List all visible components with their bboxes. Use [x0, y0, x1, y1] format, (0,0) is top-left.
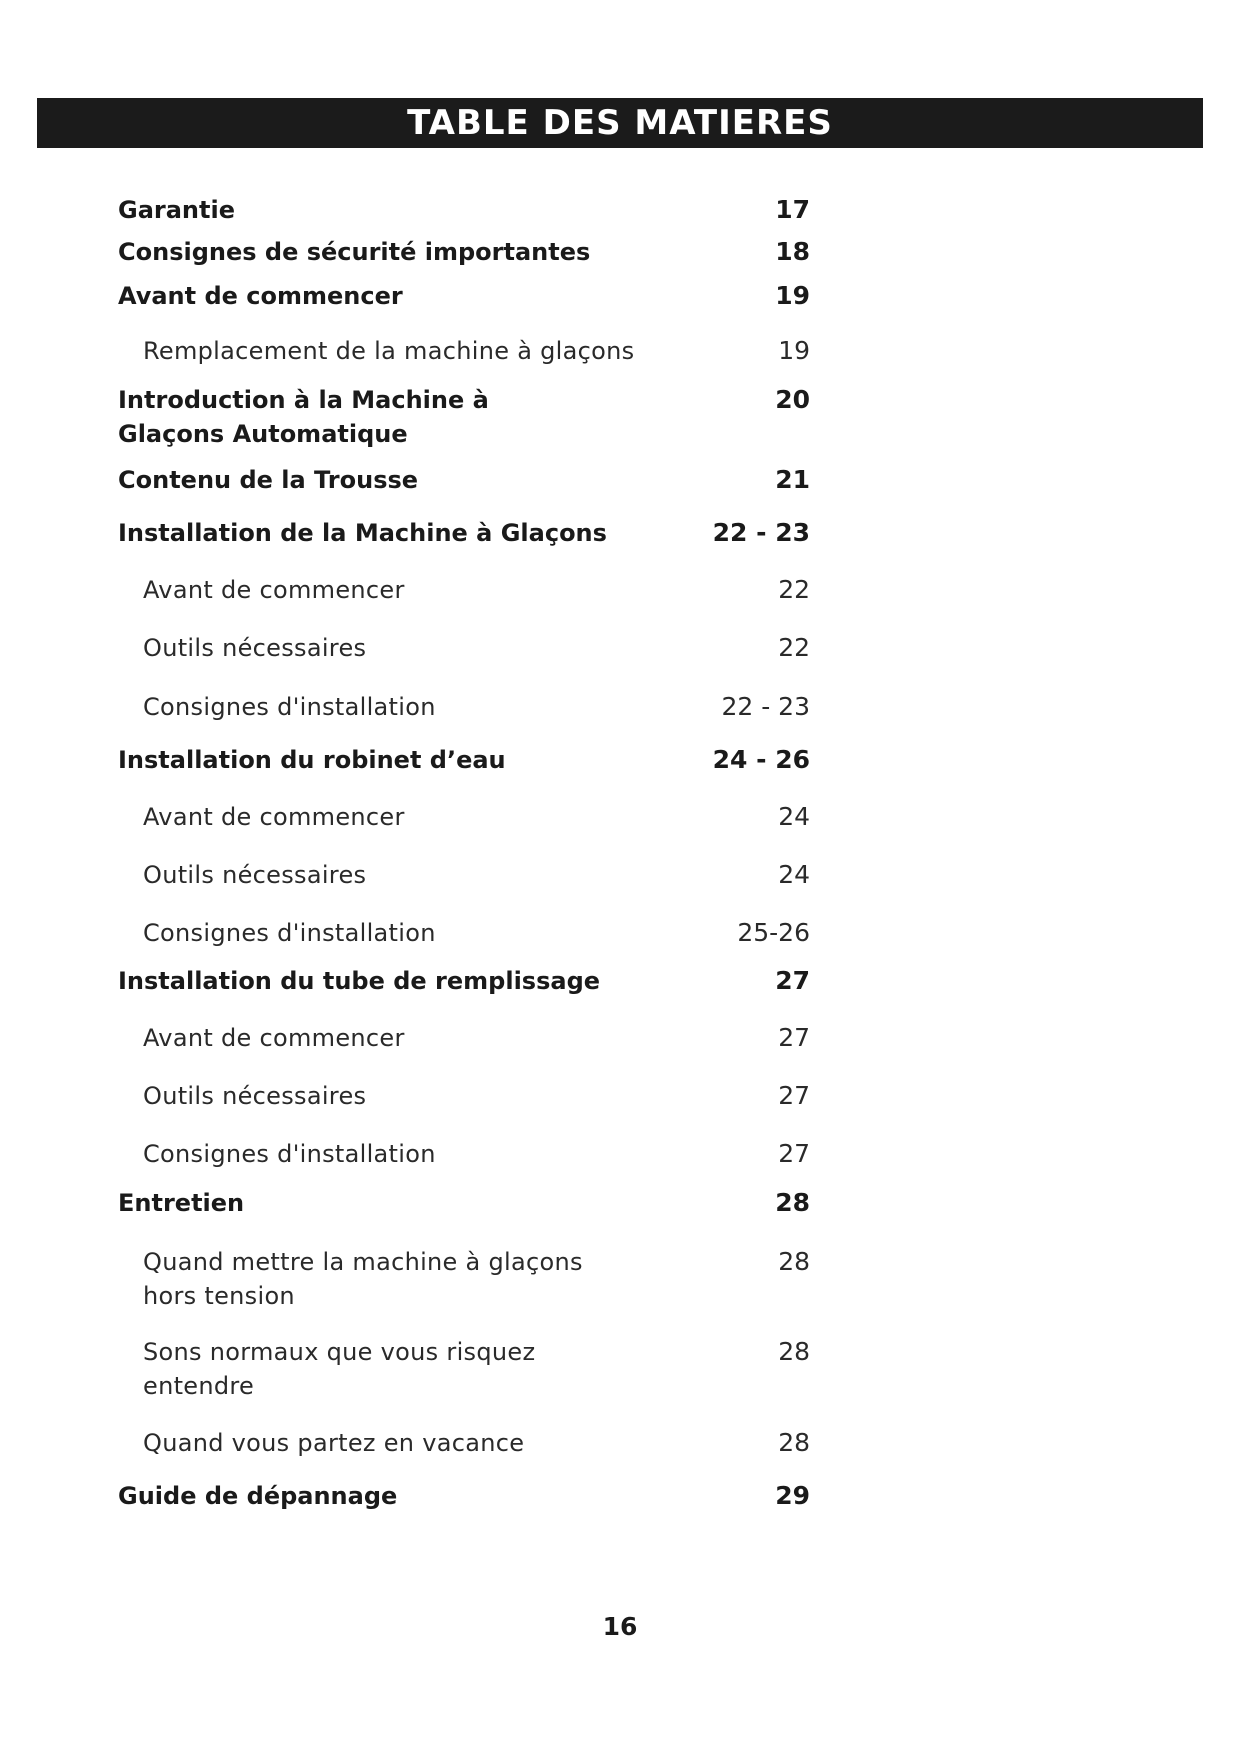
toc-entry-page: 24 — [778, 860, 810, 889]
toc-entry-label: Avant de commencer — [143, 576, 405, 604]
page-number: 16 — [602, 1612, 638, 1641]
page-title: TABLE DES MATIERES — [37, 98, 1203, 148]
toc-entry-label: Consignes d'installation — [143, 693, 436, 721]
toc-entry-label: Consignes d'installation — [143, 1140, 436, 1168]
toc-entry-page: 21 — [775, 465, 810, 494]
toc-entry-label: Outils nécessaires — [143, 1082, 367, 1110]
toc-entry-label: Installation du tube de remplissage — [118, 967, 601, 995]
toc-entry-page: 25-26 — [737, 918, 810, 947]
toc-entry-page: 19 — [778, 336, 810, 365]
toc-entry-label: Consignes d'installation — [143, 919, 436, 947]
toc-entry-label: Contenu de la Trousse — [118, 466, 419, 494]
toc-entry-label: Quand mettre la machine à glaçons hors tension — [143, 1248, 583, 1310]
toc-entry-page: 22 — [778, 575, 810, 604]
toc-entry-page: 27 — [778, 1023, 810, 1052]
toc-entry-label: Installation du robinet d’eau — [118, 746, 506, 774]
toc-entry-page: 28 — [778, 1247, 810, 1276]
toc-entry-page: 24 - 26 — [712, 745, 810, 774]
toc-entry-label: Guide de dépannage — [118, 1482, 398, 1510]
toc-entry-label: Installation de la Machine à Glaçons — [118, 519, 607, 547]
toc-entry-page: 22 - 23 — [721, 692, 810, 721]
toc-entry-page: 27 — [778, 1139, 810, 1168]
toc-entry-label: Entretien — [118, 1189, 245, 1217]
toc-entry-label: Sons normaux que vous risquez entendre — [143, 1338, 536, 1400]
toc-entry-page: 28 — [778, 1337, 810, 1366]
toc-entry-label: Consignes de sécurité importantes — [118, 238, 591, 266]
toc-entry-page: 28 — [775, 1188, 810, 1217]
toc-entry-page: 27 — [778, 1081, 810, 1110]
toc-entry-page: 29 — [775, 1481, 810, 1510]
toc-entry-page: 17 — [775, 195, 810, 224]
toc-entry-label: Introduction à la Machine à Glaçons Automatique — [118, 386, 489, 448]
toc-entry-label: Avant de commencer — [118, 282, 403, 310]
toc-entry-label: Outils nécessaires — [143, 861, 367, 889]
toc-entry-label: Remplacement de la machine à glaçons — [143, 337, 635, 365]
toc-entry-label: Avant de commencer — [143, 1024, 405, 1052]
toc-entry-page: 22 - 23 — [712, 518, 810, 547]
toc-entry-page: 28 — [778, 1428, 810, 1457]
toc-entry-label: Garantie — [118, 196, 235, 224]
toc-entry-label: Quand vous partez en vacance — [143, 1429, 525, 1457]
toc-entry-page: 27 — [775, 966, 810, 995]
toc-entry-label: Avant de commencer — [143, 803, 405, 831]
toc-entry-page: 20 — [775, 385, 810, 414]
toc-entry-page: 18 — [775, 237, 810, 266]
toc-entry-label: Outils nécessaires — [143, 634, 367, 662]
toc-entry-page: 19 — [775, 281, 810, 310]
toc-entry-page: 24 — [778, 802, 810, 831]
toc-entry-page: 22 — [778, 633, 810, 662]
